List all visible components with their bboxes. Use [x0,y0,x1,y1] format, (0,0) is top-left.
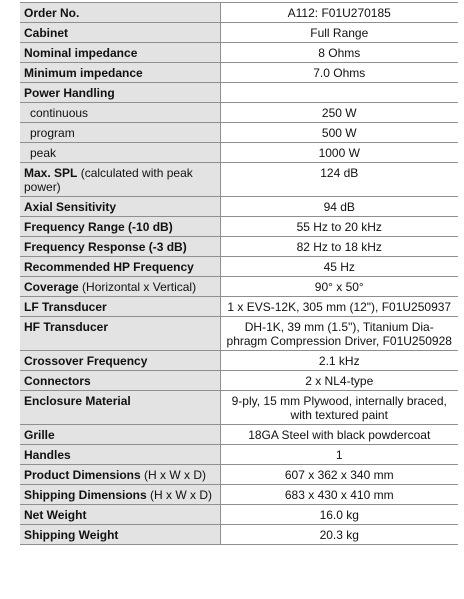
spec-label: Axial Sensitivity [24,200,117,214]
spec-label: Frequency Response (-3 dB) [24,240,187,254]
spec-value: 2.1 kHz [220,351,458,371]
spec-value: 683 x 430 x 410 mm [220,485,458,505]
spec-table-body [20,3,458,545]
spec-label: Handles [24,448,71,462]
spec-label-cell [20,143,220,163]
spec-row [20,43,458,63]
spec-label: Net Weight [24,508,87,522]
spec-label-cell [20,23,220,43]
spec-label-cell [20,103,220,123]
spec-row [20,123,458,143]
spec-row [20,197,458,217]
spec-label: Crossover Frequency [24,354,148,368]
spec-label: Power Handling [24,86,115,100]
spec-row [20,485,458,505]
spec-value: 16.0 kg [220,505,458,525]
spec-row [20,525,458,545]
spec-value: 7.0 Ohms [220,63,458,83]
spec-label-cell [20,465,220,485]
spec-row [20,391,458,425]
spec-value: 20.3 kg [220,525,458,545]
spec-label: Order No. [24,6,80,20]
spec-value: 82 Hz to 18 kHz [220,237,458,257]
spec-value: 124 dB [220,163,458,197]
spec-row [20,23,458,43]
spec-value: 8 Ohms [220,43,458,63]
spec-value [220,83,458,103]
spec-label-cell [20,3,220,23]
spec-label: Frequency Range (-10 dB) [24,220,173,234]
spec-value: 55 Hz to 20 kHz [220,217,458,237]
spec-label-cell [20,485,220,505]
spec-label-cell [20,505,220,525]
spec-row [20,217,458,237]
spec-value: Full Range [220,23,458,43]
spec-label: LF Transducer [24,300,107,314]
spec-label-note: (H x W x D) [146,488,212,502]
spec-label: Shipping Weight [24,528,119,542]
spec-label: Recommended HP Frequency [24,260,194,274]
spec-label-cell [20,237,220,257]
spec-label: Max. SPL [24,166,78,180]
spec-label: continuous [30,106,89,120]
spec-label-cell [20,391,220,425]
spec-label: Enclosure Material [24,394,131,408]
spec-row [20,3,458,23]
spec-value: A112: F01U270185 [220,3,458,23]
spec-row [20,257,458,277]
spec-label: peak [30,146,57,160]
spec-label-cell [20,297,220,317]
spec-row [20,371,458,391]
spec-label: Shipping Dimensions [24,488,147,502]
spec-row [20,83,458,103]
spec-row [20,465,458,485]
spec-label-note: (Horizontal x Vertical) [78,280,197,294]
spec-label-cell [20,163,220,197]
spec-value: 1 x EVS-12K, 305 mm (12"), F01U250937 [220,297,458,317]
spec-value: 500 W [220,123,458,143]
spec-label-cell [20,217,220,237]
spec-row [20,351,458,371]
spec-row [20,425,458,445]
spec-label-cell [20,351,220,371]
spec-label-cell [20,83,220,103]
spec-value: 9-ply, 15 mm Plywood, internally braced, with textured paint [220,391,458,425]
spec-row [20,237,458,257]
spec-label: Minimum impedance [24,66,143,80]
spec-value: DH-1K, 39 mm (1.5"), Titanium Dia-phragm Compression Driver, F01U250928 [220,317,458,351]
spec-row [20,163,458,197]
spec-value: 94 dB [220,197,458,217]
spec-label: HF Transducer [24,320,109,334]
spec-label-cell [20,63,220,83]
spec-row [20,63,458,83]
spec-row [20,103,458,123]
spec-table [20,2,458,545]
spec-value: 1000 W [220,143,458,163]
spec-label-cell [20,445,220,465]
spec-label-cell [20,277,220,297]
spec-label: Connectors [24,374,91,388]
spec-value: 250 W [220,103,458,123]
spec-label-cell [20,371,220,391]
spec-value: 45 Hz [220,257,458,277]
spec-value: 2 x NL4-type [220,371,458,391]
spec-row [20,505,458,525]
spec-label: Product Dimensions [24,468,141,482]
spec-label-cell [20,257,220,277]
spec-value: 1 [220,445,458,465]
spec-label-cell [20,525,220,545]
spec-label-note: (calculated with peak power) [24,166,193,194]
spec-label-cell [20,197,220,217]
spec-row [20,317,458,351]
spec-label-cell [20,425,220,445]
spec-label: Cabinet [24,26,69,40]
spec-value: 90° x 50° [220,277,458,297]
spec-row [20,277,458,297]
spec-label: Nominal impedance [24,46,138,60]
spec-value: 18GA Steel with black powdercoat [220,425,458,445]
spec-label-note: (H x W x D) [140,468,207,482]
spec-label-cell [20,43,220,63]
spec-label: program [30,126,75,140]
spec-label: Grille [24,428,55,442]
spec-row [20,445,458,465]
spec-row [20,297,458,317]
spec-value: 607 x 362 x 340 mm [220,465,458,485]
spec-label-cell [20,317,220,351]
spec-label: Coverage [24,280,79,294]
spec-label-cell [20,123,220,143]
spec-row [20,143,458,163]
